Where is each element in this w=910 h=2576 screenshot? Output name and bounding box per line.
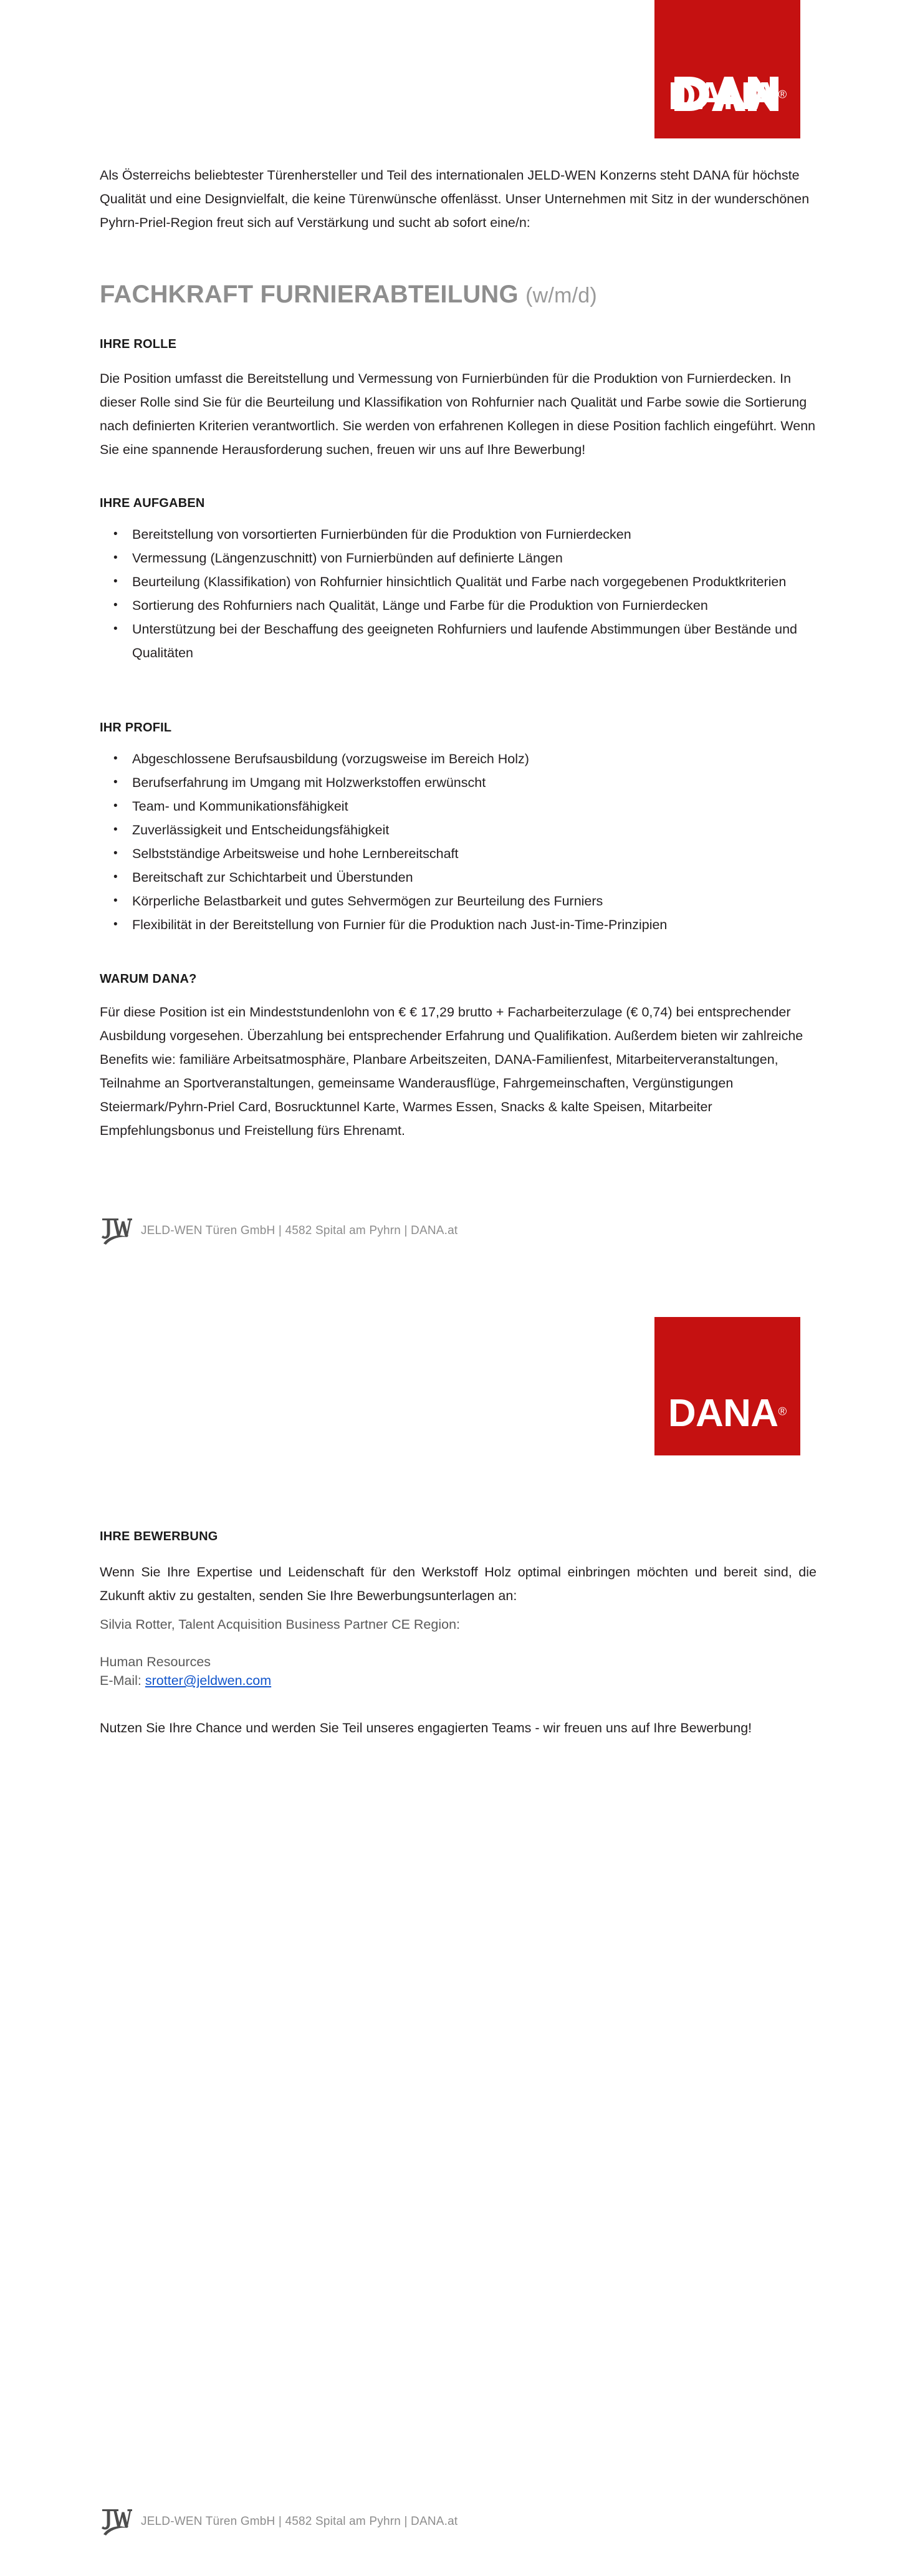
dana-wordmark: DANA®: [668, 75, 787, 118]
list-item: • Berufserfahrung im Umgang mit Holzwerkstoffen erwünscht: [100, 771, 817, 794]
dana-logo: [654, 0, 800, 138]
role-body: Die Position umfasst die Bereitstellung und Vermessung von Furnierbünden für die Produktion von Furnierdecken. In dieser Rolle sind Sie für die Beurteilung und Klassifikation von Rohfurnier nach Qualität und Farbe sowie die Sortierung nach definierten Kriterien verantwortlich. Sie werden von erfahrenen Kollegen in diese Position fachlich eingeführt. Wenn Sie eine spannende Herausforderung suchen, freuen wir uns auf Ihre Bewerbung!: [100, 371, 816, 457]
list-item: • Zuverlässigkeit und Entscheidungsfähigkeit: [100, 818, 817, 842]
list-item: • Flexibilität in der Bereitstellung von Furnier für die Produktion nach Just-in-Time-Prinzipien: [100, 913, 817, 937]
closing-paragraph: Nutzen Sie Ihre Chance und werden Sie Teil unseres engagierten Teams - wir freuen uns auf Ihre Bewerbung!: [100, 1720, 752, 1735]
contact-department: Human Resources: [100, 1654, 211, 1669]
email-label: E-Mail:: [100, 1673, 141, 1688]
section-heading-tasks: IHRE AUFGABEN: [100, 496, 205, 510]
dana-logo: [654, 1317, 800, 1455]
jeld-wen-logo-icon: [100, 2507, 132, 2537]
job-title-text: FACHKRAFT FURNIERABTEILUNG: [100, 281, 519, 308]
page-footer: [100, 1216, 817, 1246]
list-item: • Abgeschlossene Berufsausbildung (vorzugsweise im Bereich Holz): [100, 747, 817, 771]
list-item: • Bereitschaft zur Schichtarbeit und Überstunden: [100, 866, 817, 889]
contact-person: Silvia Rotter, Talent Acquisition Business Partner CE Region:: [100, 1617, 461, 1632]
list-item: • Selbstständige Arbeitsweise und hohe Lernbereitschaft: [100, 842, 817, 866]
list-item: • Beurteilung (Klassifikation) von Rohfurnier hinsichtlich Qualität und Farbe nach vorgegebenen Produktkriterien: [100, 570, 817, 594]
job-title-suffix: (w/m/d): [525, 284, 597, 307]
list-item: • Bereitstellung von vorsortierten Furnierbünden für die Produktion von Furnierdecken: [100, 523, 817, 546]
list-item: • Sortierung des Rohfurniers nach Qualität, Länge und Farbe für die Produktion von Furnierdecken: [100, 594, 817, 617]
list-item: • Team- und Kommunikationsfähigkeit: [100, 794, 817, 818]
application-body: Wenn Sie Ihre Expertise und Leidenschaft für den Werkstoff Holz optimal einbringen möchten und bereit sind, die Zukunft aktiv zu gestalten, senden Sie Ihre Bewerbungsunterlagen an:: [100, 1565, 817, 1603]
profile-list: [100, 747, 817, 937]
footer-text: JELD-WEN Türen GmbH | 4582 Spital am Pyhrn | DANA.at: [141, 2514, 458, 2528]
page-title: [100, 279, 817, 309]
footer-text: JELD-WEN Türen GmbH | 4582 Spital am Pyhrn | DANA.at: [141, 1223, 458, 1237]
contact-email-line: [100, 1671, 817, 1690]
list-item: • Vermessung (Längenzuschnitt) von Furnierbünden auf definierte Längen: [100, 546, 817, 570]
why-body: Für diese Position ist ein Mindeststundenlohn von € € 17,29 brutto + Facharbeiterzulage (€ 0,74) bei entsprechender Ausbildung vorgesehen. Überzahlung bei entsprechender Erfahrung und Qualifikation. Außerdem bieten wir zahlreiche Benefits wie: familiäre Arbeitsatmosphäre, Planbare Arbeitszeiten, DANA-Familienfest, Mitarbeiterveranstaltungen, Teilnahme an Sportveranstaltungen, gemeinsame Wanderausflüge, Fahrgemeinschaften, Vergünstigungen Steiermark/Pyhrn-Priel Card, Bosrucktunnel Karte, Warmes Essen, Snacks & kalte Speisen, Mitarbeiter Empfehlungsbonus und Freistellung fürs Ehrenamt.: [100, 1005, 803, 1138]
tasks-list: [100, 523, 817, 665]
section-heading-why: WARUM DANA?: [100, 972, 197, 986]
email-link[interactable]: srotter@jeldwen.com: [145, 1673, 272, 1688]
list-item: • Körperliche Belastbarkeit und gutes Sehvermögen zur Beurteilung des Furniers: [100, 889, 817, 913]
jeld-wen-logo-icon: [100, 1216, 132, 1246]
list-item: • Unterstützung bei der Beschaffung des geeigneten Rohfurniers und laufende Abstimmungen über Bestände und Qualitäten: [100, 617, 817, 665]
intro-paragraph: Als Österreichs beliebtester Türenhersteller und Teil des internationalen JELD-WEN Konzerns steht DANA für höchste Qualität und eine Designvielfalt, die keine Türenwünsche offenlässt. Unser Unternehmen mit Sitz in der wunderschönen Pyhrn-Priel-Region freut sich auf Verstärkung und sucht ab sofort eine/n:: [100, 168, 810, 230]
document-page-1: [0, 0, 910, 1286]
section-heading-profile: IHR PROFIL: [100, 721, 172, 735]
section-heading-application: IHRE BEWERBUNG: [100, 1530, 218, 1543]
dana-wordmark: DANA®: [668, 1392, 787, 1435]
page-footer: [100, 2507, 817, 2537]
section-heading-role: IHRE ROLLE: [100, 337, 177, 351]
document-page-2: [0, 1286, 910, 2576]
